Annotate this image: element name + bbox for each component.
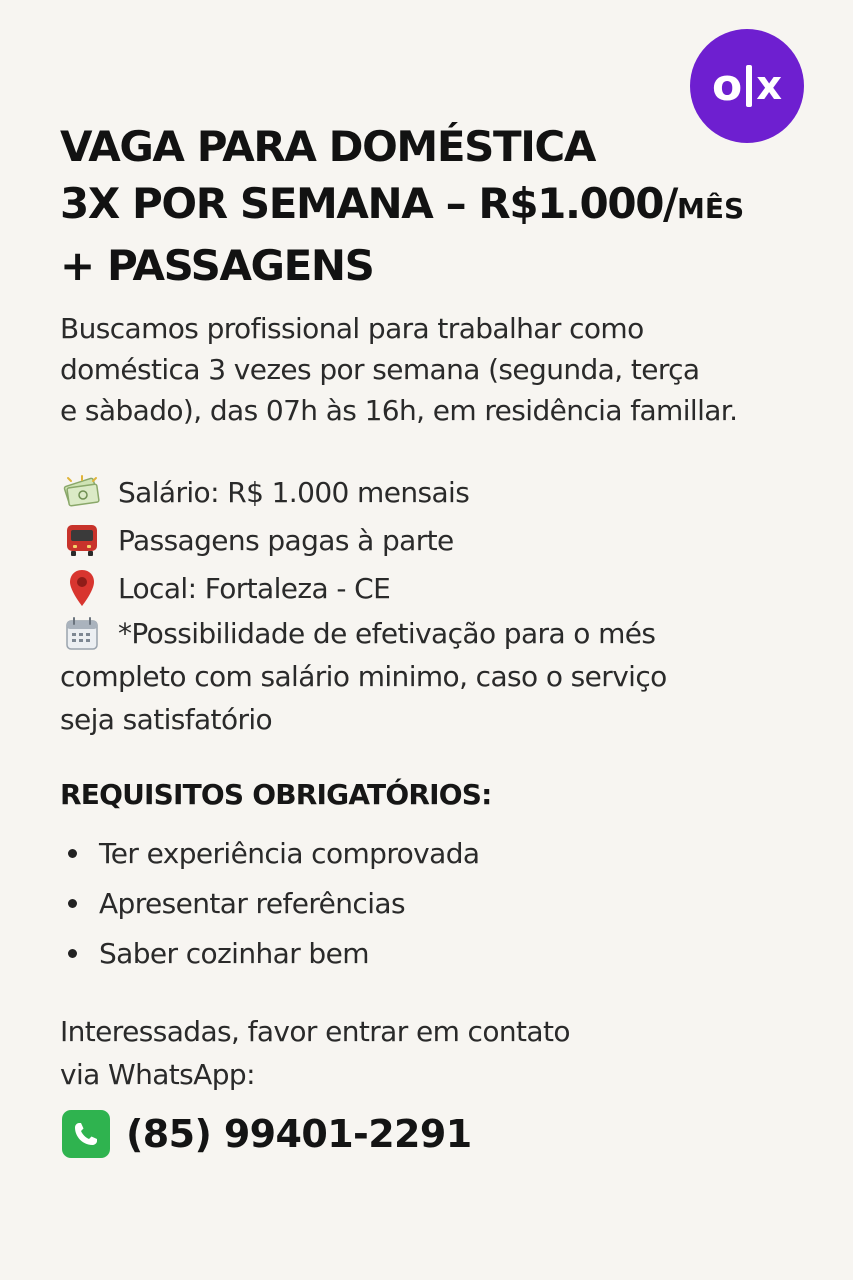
salary-row <box>60 468 840 516</box>
note-line-1-text: *Possibilidade de efetivação para o més <box>118 617 656 650</box>
note-line-2: completo com salário minimo, caso o serviço <box>60 660 667 693</box>
title-line-3: + PASSAGENS <box>60 241 374 290</box>
money-icon <box>60 472 104 512</box>
calendar-icon <box>60 614 104 654</box>
intro-line-3: e sàbado), das 07h às 16h, em residência famillar. <box>60 394 738 427</box>
contact-line-2: via WhatsApp: <box>60 1058 255 1091</box>
title-line-2-main: 3X POR SEMANA – R$1.000/ <box>60 179 677 228</box>
bullet-icon <box>68 949 77 958</box>
title-line-2-unit: MÊS <box>676 192 745 225</box>
title-line-2 <box>60 175 820 237</box>
logo-letter-x: x <box>756 63 783 109</box>
requirement-text: Ter experiência comprovada <box>99 836 480 870</box>
efetivacao-note <box>60 612 840 741</box>
note-line-3: seja satisfatório <box>60 703 273 736</box>
requirement-text: Apresentar referências <box>99 886 405 920</box>
transport-text: Passagens pagas à parte <box>118 523 454 557</box>
contact-line-1: Interessadas, favor entrar em contato <box>60 1015 570 1048</box>
logo-divider <box>746 65 752 107</box>
ad-title <box>60 118 820 294</box>
intro-paragraph <box>60 308 850 431</box>
phone-number[interactable]: (85) 99401-2291 <box>126 1112 472 1156</box>
intro-line-2: doméstica 3 vezes por semana (segunda, terça <box>60 353 700 386</box>
transport-row <box>60 516 840 564</box>
intro-line-1: Buscamos profissional para trabalhar como <box>60 312 644 345</box>
whatsapp-contact[interactable] <box>62 1110 472 1158</box>
whatsapp-phone-icon <box>62 1110 110 1158</box>
list-item <box>60 878 479 928</box>
requirement-text: Saber cozinhar bem <box>99 936 369 970</box>
requirements-title: REQUISITOS OBRIGATÓRIOS: <box>60 778 492 811</box>
bullet-icon <box>68 899 77 908</box>
location-text: Local: Fortaleza - CE <box>118 571 391 605</box>
location-pin-icon <box>60 568 104 608</box>
bullet-icon <box>68 849 77 858</box>
title-line-1: VAGA PARA DOMÉSTICA <box>60 122 595 171</box>
requirements-list <box>60 828 479 978</box>
job-details <box>60 468 840 741</box>
contact-instructions <box>60 1010 570 1096</box>
note-line-1 <box>60 612 840 655</box>
logo-letter-o: o <box>711 60 743 111</box>
list-item <box>60 928 479 978</box>
list-item <box>60 828 479 878</box>
location-row <box>60 564 840 612</box>
bus-icon <box>60 520 104 560</box>
salary-text: Salário: R$ 1.000 mensais <box>118 475 470 509</box>
